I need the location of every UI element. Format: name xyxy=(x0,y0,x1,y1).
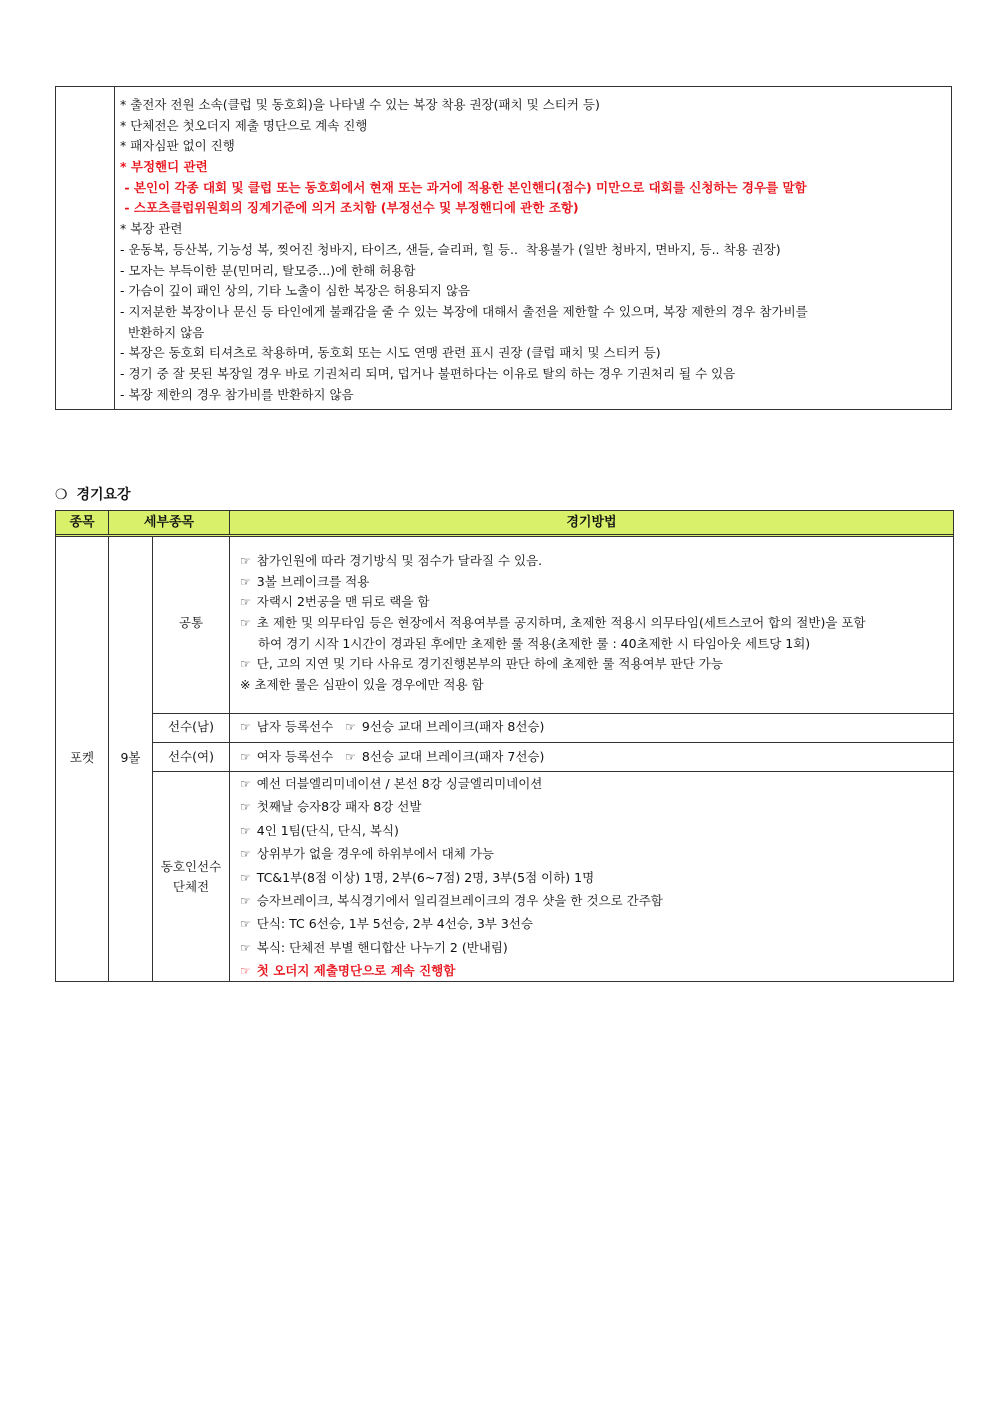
divider xyxy=(153,742,953,743)
table-header xyxy=(56,511,953,537)
row-label-women: 선수(여) xyxy=(168,749,214,764)
team-line xyxy=(240,866,947,889)
team-line xyxy=(240,772,947,795)
header-method: 경기방법 xyxy=(566,515,617,530)
divider xyxy=(229,537,230,982)
sub-event-cell: 9볼 xyxy=(120,750,141,765)
section-title xyxy=(55,484,131,504)
hand-pointer-icon: ☞ xyxy=(240,870,251,885)
common-line-text: 3볼 브레이크를 적용 xyxy=(256,573,370,589)
team-line xyxy=(240,795,947,818)
hand-pointer-icon: ☞ xyxy=(240,800,251,815)
rule-line: - 복장은 동호회 티셔츠로 착용하며, 동호회 또는 시도 연맹 관련 표시 권장 (클럽 패치 및 스티커 등) xyxy=(120,345,661,361)
rule-line: * 부정핸디 관련 xyxy=(120,159,208,175)
common-line xyxy=(240,675,947,696)
common-line-text: 단, 고의 지연 및 기타 사유로 경기진행본부의 판단 하에 초제한 룰 적용여부 판단 가능 xyxy=(256,656,723,672)
rules-lines xyxy=(120,95,947,405)
team-line-text: 첫 오더지 제출명단으로 계속 진행함 xyxy=(256,963,456,979)
row-label-team-line1: 동호인선수 xyxy=(160,859,222,874)
team-line-text: 승자브레이크, 복식경기에서 일리걸브레이크의 경우 샷을 한 것으로 간주함 xyxy=(256,892,663,908)
common-line xyxy=(240,654,947,675)
hand-pointer-icon: ☞ xyxy=(240,720,251,734)
women-text-a: 여자 등록선수 xyxy=(256,749,334,764)
team-line xyxy=(240,819,947,842)
team-line xyxy=(240,842,947,865)
common-content xyxy=(240,551,947,696)
divider xyxy=(153,713,953,714)
rule-line: * 패자심판 없이 진행 xyxy=(120,138,235,154)
women-text-b: 8선승 교대 브레이크(패자 7선승) xyxy=(361,749,545,764)
row-label-men: 선수(남) xyxy=(168,719,214,734)
event-cell: 포켓 xyxy=(69,750,95,765)
hand-pointer-icon: ☞ xyxy=(240,940,251,955)
hand-pointer-icon: ☞ xyxy=(240,893,251,908)
team-line-text: 단식: TC 6선승, 1부 5선승, 2부 4선승, 3부 3선승 xyxy=(256,916,533,932)
hand-pointer-icon: ☞ xyxy=(240,616,251,631)
rule-line: * 복장 관련 xyxy=(120,221,183,237)
section-title-text: 경기요강 xyxy=(76,487,131,503)
team-line-text: 상위부가 없을 경우에 하위부에서 대체 가능 xyxy=(256,846,494,862)
rule-line: - 모자는 부득이한 분(민머리, 탈모증...)에 한해 허용함 xyxy=(120,262,416,278)
rule-line: - 가슴이 깊이 패인 상의, 기타 노출이 심한 복장은 허용되지 않음 xyxy=(120,283,471,299)
team-line-text: 복식: 단체전 부별 핸디합산 나누기 2 (반내림) xyxy=(256,939,508,955)
hand-pointer-icon: ☞ xyxy=(345,720,356,734)
hand-pointer-icon: ☞ xyxy=(240,823,251,838)
hand-pointer-icon: ☞ xyxy=(345,750,356,764)
rule-line: * 출전자 전원 소속(클럽 및 동호회)을 나타낼 수 있는 복장 착용 권장(패치 및 스티커 등) xyxy=(120,97,600,112)
common-line-text: 초 제한 및 의무타임 등은 현장에서 적용여부를 공지하며, 초제한 적용시 의무타임(세트스코어 합의 절반)을 포함 xyxy=(256,615,866,631)
team-line-text: 예선 더블엘리미네이션 / 본선 8강 싱글엘리미네이션 xyxy=(256,776,543,791)
team-line xyxy=(240,936,947,959)
hand-pointer-icon: ☞ xyxy=(240,657,251,672)
team-line xyxy=(240,959,947,982)
row-label-team-line2: 단체전 xyxy=(172,879,210,894)
common-line xyxy=(240,592,947,613)
men-content xyxy=(240,717,947,738)
common-line-text: ※ 초제한 룰은 심판이 있을 경우에만 적용 함 xyxy=(240,677,484,693)
team-content xyxy=(240,772,947,983)
rule-line: - 운동복, 등산복, 기능성 복, 찢어진 청바지, 타이즈, 샌들, 슬리퍼, 힐 등.. 착용불가 (일반 청바지, 면바지, 등.. 착용 권장) xyxy=(120,241,781,257)
match-table xyxy=(55,510,954,982)
hand-pointer-icon: ☞ xyxy=(240,847,251,862)
hand-pointer-icon: ☞ xyxy=(240,964,251,979)
header-event: 종목 xyxy=(56,511,109,534)
team-line xyxy=(240,889,947,912)
common-line-text: 자랙시 2번공을 맨 뒤로 랙을 함 xyxy=(256,594,430,610)
common-line xyxy=(240,634,947,655)
rule-line: * 단체전은 첫오더지 제출 명단으로 계속 진행 xyxy=(120,117,368,133)
common-line xyxy=(240,613,947,634)
team-line-text: TC&1부(8점 이상) 1명, 2부(6~7점) 2명, 3부(5점 이하) 1명 xyxy=(256,869,595,885)
section-marker: ❍ xyxy=(55,487,68,503)
common-line-text: 참가인원에 따라 경기방식 및 점수가 달라질 수 있음. xyxy=(256,553,543,568)
rule-line: - 경기 중 잘 못된 복장일 경우 바로 기권처리 되며, 덥거나 불편하다는 이유로 탈의 하는 경우 기권처리 될 수 있음 xyxy=(120,365,736,381)
header-sub-event: 세부종목 xyxy=(109,511,230,534)
common-line xyxy=(240,572,947,593)
team-line-text: 4인 1팀(단식, 단식, 복식) xyxy=(256,822,399,838)
rule-line: - 본인이 각종 대회 및 클럽 또는 동호회에서 현재 또는 과거에 적용한 본인핸디(점수) 미만으로 대회를 신청하는 경우를 말함 xyxy=(120,179,807,195)
team-line-text: 첫째날 승자8강 패자 8강 선발 xyxy=(256,799,422,815)
women-content xyxy=(240,747,947,768)
row-label-common: 공통 xyxy=(178,615,204,630)
men-text-a: 남자 등록선수 xyxy=(256,719,334,734)
common-line xyxy=(240,551,947,572)
rules-left-column xyxy=(56,87,115,409)
hand-pointer-icon: ☞ xyxy=(240,917,251,932)
team-line xyxy=(240,912,947,935)
men-text-b: 9선승 교대 브레이크(패자 8선승) xyxy=(361,719,545,734)
rule-line: - 스포츠클럽위원회의 징계기준에 의거 조치함 (부정선수 및 부정핸디에 관한 조항) xyxy=(120,200,579,216)
rule-line: - 복장 제한의 경우 참가비를 반환하지 않음 xyxy=(120,386,354,402)
hand-pointer-icon: ☞ xyxy=(240,750,251,764)
rules-box xyxy=(55,86,952,410)
hand-pointer-icon: ☞ xyxy=(240,595,251,610)
common-line-text: 하여 경기 시작 1시간이 경과된 후에만 초제한 룰 적용(초제한 룰 : 40초제한 시 타임아웃 세트당 1회) xyxy=(258,635,811,651)
rule-line: - 지저분한 복장이나 문신 등 타인에게 불쾌감을 줄 수 있는 복장에 대해서 출전을 제한할 수 있으며, 복장 제한의 경우 참가비를 xyxy=(120,303,808,319)
hand-pointer-icon: ☞ xyxy=(240,554,251,568)
row-label-team xyxy=(153,857,229,897)
rule-line: 반환하지 않음 xyxy=(120,324,205,340)
hand-pointer-icon: ☞ xyxy=(240,574,251,589)
hand-pointer-icon: ☞ xyxy=(240,777,251,791)
